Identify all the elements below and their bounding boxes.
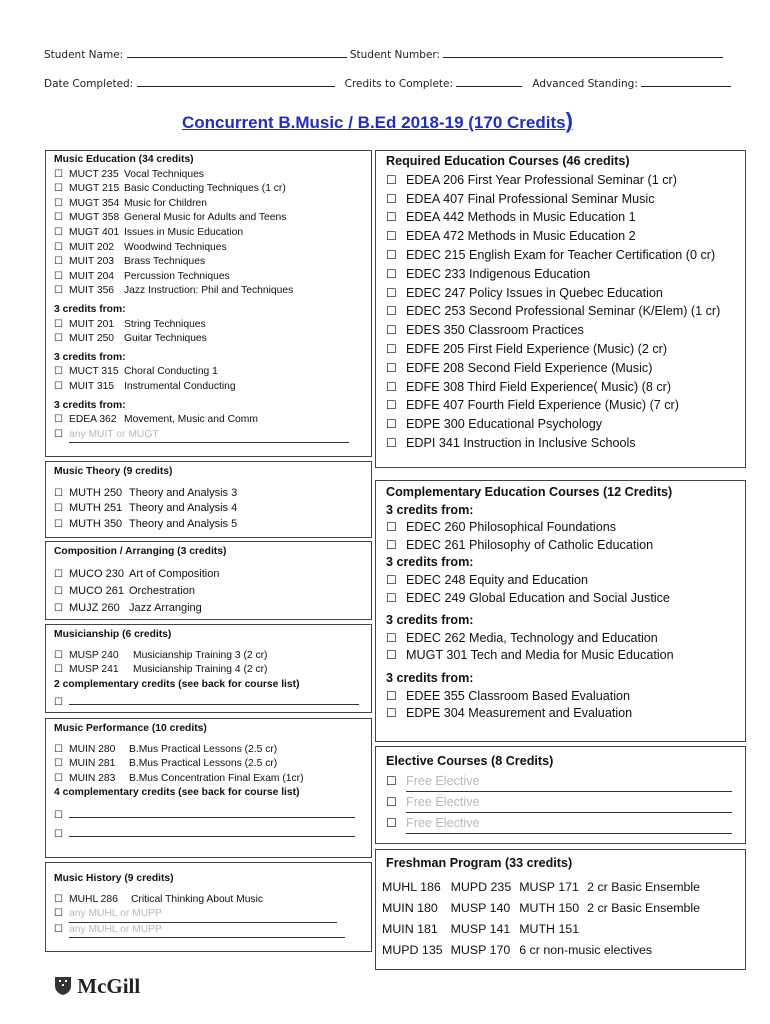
checkbox[interactable]: ☐ bbox=[54, 212, 63, 224]
checkbox[interactable]: ☐ bbox=[54, 414, 63, 426]
checkbox[interactable]: ☐ bbox=[54, 664, 63, 676]
student-number-field[interactable] bbox=[443, 47, 723, 58]
freshman-cell: MUIN 180 bbox=[382, 900, 438, 915]
checkbox[interactable]: ☐ bbox=[386, 229, 397, 244]
course-code: MUHL 286 bbox=[69, 893, 118, 905]
course-name: Movement, Music and Comm bbox=[124, 414, 258, 426]
course-row bbox=[386, 647, 674, 665]
complementary-input[interactable] bbox=[69, 692, 359, 705]
freshman-row bbox=[382, 897, 708, 918]
group-heading: 3 credits from: bbox=[386, 670, 474, 685]
section-heading: Musicianship (6 credits) bbox=[54, 629, 172, 640]
checkbox[interactable]: ☐ bbox=[386, 648, 397, 663]
page-title: Concurrent B.Music / B.Ed 2018-19 (170 Credits) bbox=[182, 108, 573, 133]
course-name: B.Mus Practical Lessons (2.5 cr) bbox=[129, 743, 278, 755]
history-list bbox=[54, 872, 345, 938]
course-label: EDEC 247 Policy Issues in Quebec Education bbox=[406, 285, 663, 300]
course-label: EDEC 248 Equity and Education bbox=[406, 572, 589, 587]
course-row bbox=[54, 226, 349, 241]
checkbox[interactable]: ☐ bbox=[386, 323, 397, 338]
course-name: Brass Techniques bbox=[124, 256, 206, 268]
checkbox[interactable]: ☐ bbox=[54, 285, 63, 297]
course-row bbox=[54, 197, 349, 212]
freshman-cell: 2 cr Basic Ensemble bbox=[587, 879, 701, 894]
course-label: EDEC 233 Indigenous Education bbox=[406, 266, 591, 281]
elective-input[interactable]: Free Elective bbox=[406, 771, 732, 792]
checkbox[interactable]: ☐ bbox=[386, 247, 397, 262]
course-row bbox=[54, 332, 349, 347]
course-name: Woodwind Techniques bbox=[124, 241, 227, 253]
checkbox[interactable]: ☐ bbox=[386, 520, 397, 535]
course-row bbox=[386, 340, 720, 359]
freshman-row bbox=[382, 939, 708, 960]
checkbox[interactable]: ☐ bbox=[386, 304, 397, 319]
course-code: MUIT 203 bbox=[69, 256, 115, 268]
header-row-1 bbox=[44, 47, 723, 61]
course-name: Art of Composition bbox=[129, 567, 220, 580]
course-row bbox=[386, 519, 674, 537]
course-row bbox=[386, 208, 720, 227]
course-code: MUIT 202 bbox=[69, 241, 115, 253]
course-row bbox=[386, 537, 674, 555]
course-code: MUSP 240 bbox=[69, 649, 119, 661]
course-row bbox=[386, 284, 720, 303]
course-row bbox=[54, 182, 349, 197]
course-row bbox=[54, 663, 359, 678]
course-row bbox=[54, 318, 349, 333]
course-row bbox=[386, 265, 720, 284]
course-row bbox=[54, 211, 349, 226]
complementary-note: 2 complementary credits (see back for course list) bbox=[54, 678, 300, 690]
checkbox[interactable]: ☐ bbox=[54, 256, 63, 268]
checkbox[interactable]: ☐ bbox=[386, 537, 397, 552]
course-label: EDPI 341 Instruction in Inclusive Schools bbox=[406, 435, 636, 450]
checkbox[interactable]: ☐ bbox=[54, 743, 63, 755]
course-name: Issues in Music Education bbox=[124, 226, 244, 238]
course-row bbox=[54, 600, 226, 617]
checkbox[interactable]: ☐ bbox=[386, 360, 397, 375]
checkbox[interactable]: ☐ bbox=[54, 487, 63, 499]
music-education-list bbox=[54, 153, 349, 443]
required-education-list bbox=[386, 152, 720, 453]
checkbox[interactable]: ☐ bbox=[54, 241, 63, 253]
elective-row bbox=[386, 813, 732, 834]
course-name: Choral Conducting 1 bbox=[124, 366, 218, 378]
checkbox[interactable]: ☐ bbox=[54, 226, 63, 238]
course-label: EDPE 300 Educational Psychology bbox=[406, 417, 603, 432]
course-row bbox=[54, 241, 349, 256]
credits-to-complete-field[interactable] bbox=[456, 76, 522, 87]
course-row bbox=[54, 757, 355, 772]
freshman-cell: MUSP 171 bbox=[519, 879, 579, 894]
course-name: General Music for Adults and Teens bbox=[124, 212, 287, 224]
elective-input[interactable]: any MUIT or MUGT bbox=[69, 428, 349, 444]
elective-input[interactable]: any MUHL or MUPP bbox=[69, 923, 345, 939]
course-row bbox=[386, 705, 674, 723]
checkbox[interactable]: ☐ bbox=[54, 893, 63, 905]
course-row bbox=[386, 688, 674, 706]
course-row bbox=[54, 380, 349, 395]
course-name: Musicianship Training 3 (2 cr) bbox=[133, 649, 268, 661]
course-name: Orchestration bbox=[129, 584, 196, 597]
advanced-standing-label: Advanced Standing: bbox=[532, 78, 638, 90]
checkbox[interactable]: ☐ bbox=[54, 518, 63, 530]
course-code: MUIT 201 bbox=[69, 318, 115, 330]
complementary-note: 4 complementary credits (see back for course list) bbox=[54, 787, 300, 799]
freshman-cell: 6 cr non-music electives bbox=[519, 942, 653, 957]
freshman-grid bbox=[382, 876, 708, 960]
group-heading: 3 credits from: bbox=[54, 399, 126, 411]
section-heading: Music Theory (9 credits) bbox=[54, 466, 173, 477]
course-row bbox=[386, 434, 720, 453]
checkbox[interactable]: ☐ bbox=[54, 568, 63, 580]
course-row bbox=[54, 270, 349, 285]
elective-input[interactable]: any MUHL or MUPP bbox=[69, 907, 337, 923]
course-label: EDFE 205 First Field Experience (Music) (2 cr) bbox=[406, 341, 668, 356]
checkbox[interactable]: ☐ bbox=[386, 774, 397, 788]
section-heading: Music History (9 credits) bbox=[54, 873, 174, 884]
section-heading: Music Performance (10 credits) bbox=[54, 723, 207, 734]
freshman-cell bbox=[587, 918, 708, 939]
date-completed-label: Date Completed: bbox=[44, 78, 134, 90]
checkbox[interactable]: ☐ bbox=[54, 318, 63, 330]
course-code: MUGT 401 bbox=[69, 226, 120, 238]
advanced-standing-field[interactable] bbox=[641, 76, 731, 87]
musicianship-list bbox=[54, 628, 359, 711]
course-label: EDEA 407 Final Professional Seminar Music bbox=[406, 191, 655, 206]
course-row bbox=[54, 743, 355, 758]
course-label: EDEA 206 First Year Professional Seminar (1 cr) bbox=[406, 172, 677, 187]
checkbox[interactable]: ☐ bbox=[386, 341, 397, 356]
course-name: Guitar Techniques bbox=[124, 333, 207, 345]
course-row bbox=[54, 284, 349, 299]
checkbox[interactable]: ☐ bbox=[386, 630, 397, 645]
course-name: Jazz Arranging bbox=[129, 601, 202, 614]
course-name: B.Mus Practical Lessons (2.5 cr) bbox=[129, 758, 278, 770]
course-code: MUTH 250 bbox=[69, 486, 123, 499]
course-row bbox=[54, 583, 226, 600]
course-label: EDPE 304 Measurement and Evaluation bbox=[406, 706, 633, 721]
course-row bbox=[54, 893, 345, 908]
course-code: MUIN 280 bbox=[69, 743, 116, 755]
freshman-cell: MUSP 170 bbox=[450, 942, 511, 957]
checkbox[interactable]: ☐ bbox=[54, 697, 63, 709]
checkbox[interactable]: ☐ bbox=[386, 688, 397, 703]
course-name: Theory and Analysis 4 bbox=[129, 502, 238, 515]
checkbox[interactable]: ☐ bbox=[386, 417, 397, 432]
course-code: MUTH 251 bbox=[69, 502, 123, 515]
checkbox[interactable]: ☐ bbox=[54, 503, 63, 515]
course-code: MUIT 250 bbox=[69, 333, 115, 345]
checkbox[interactable]: ☐ bbox=[54, 183, 63, 195]
freshman-cell: MUHL 186 bbox=[382, 879, 441, 894]
header-row-2 bbox=[44, 76, 731, 90]
course-code: MUIN 281 bbox=[69, 758, 116, 770]
course-row bbox=[54, 413, 349, 428]
course-row bbox=[386, 227, 720, 246]
course-code: MUIT 356 bbox=[69, 285, 115, 297]
course-label: EDEC 215 English Exam for Teacher Certification (0 cr) bbox=[406, 247, 716, 262]
complementary-input[interactable] bbox=[69, 805, 355, 818]
course-row bbox=[54, 517, 237, 533]
composition-list bbox=[54, 545, 226, 617]
course-row bbox=[386, 302, 720, 321]
course-label: EDEC 261 Philosophy of Catholic Education bbox=[406, 537, 654, 552]
course-row bbox=[54, 501, 237, 517]
group-heading: 3 credits from: bbox=[386, 613, 474, 628]
checkbox[interactable]: ☐ bbox=[54, 270, 63, 282]
course-label: EDES 350 Classroom Practices bbox=[406, 323, 584, 338]
course-code: MUIN 283 bbox=[69, 772, 116, 784]
course-row bbox=[386, 321, 720, 340]
checkbox[interactable]: ☐ bbox=[54, 168, 63, 180]
group-heading: 3 credits from: bbox=[386, 502, 474, 517]
course-row bbox=[54, 772, 355, 787]
elective-row bbox=[386, 771, 732, 792]
course-name: Basic Conducting Techniques (1 cr) bbox=[124, 183, 286, 195]
freshman-cell: MUTH 150 bbox=[519, 900, 580, 915]
course-row bbox=[386, 190, 720, 209]
group-heading: 3 credits from: bbox=[54, 351, 126, 363]
course-name: Music for Children bbox=[124, 197, 207, 209]
course-name: Musicianship Training 4 (2 cr) bbox=[133, 664, 268, 676]
course-code: MUTH 350 bbox=[69, 517, 123, 530]
freshman-cell: MUSP 140 bbox=[450, 900, 511, 915]
course-row bbox=[386, 572, 674, 590]
course-label: EDEC 253 Second Professional Seminar (K/Elem) (1 cr) bbox=[406, 304, 721, 319]
course-row bbox=[54, 365, 349, 380]
checkbox[interactable]: ☐ bbox=[54, 602, 63, 614]
course-label: EDFE 208 Second Field Experience (Music) bbox=[406, 360, 653, 375]
freshman-cell: MUIN 181 bbox=[382, 921, 438, 936]
course-code: EDEA 362 bbox=[69, 414, 117, 426]
freshman-row bbox=[382, 876, 708, 897]
course-code: MUGT 354 bbox=[69, 197, 120, 209]
course-row bbox=[386, 396, 720, 415]
course-code: MUCO 230 bbox=[69, 567, 125, 580]
checkbox[interactable]: ☐ bbox=[54, 428, 63, 440]
section-heading: Required Education Courses (46 credits) bbox=[386, 154, 630, 168]
course-name: Theory and Analysis 3 bbox=[129, 486, 238, 499]
checkbox[interactable]: ☐ bbox=[54, 366, 63, 378]
music-theory-list bbox=[54, 465, 237, 532]
checkbox[interactable]: ☐ bbox=[386, 572, 397, 587]
course-label: EDFE 407 Fourth Field Experience (Music) (7 cr) bbox=[406, 398, 679, 413]
course-row bbox=[386, 415, 720, 434]
course-row bbox=[54, 255, 349, 270]
checkbox[interactable]: ☐ bbox=[54, 197, 63, 209]
freshman-cell: MUSP 141 bbox=[450, 921, 511, 936]
section-heading: Music Education (34 credits) bbox=[54, 154, 194, 165]
freshman-cell: 2 cr Basic Ensemble bbox=[587, 900, 701, 915]
checkbox[interactable]: ☐ bbox=[386, 590, 397, 605]
course-name: Percussion Techniques bbox=[124, 270, 230, 282]
freshman-row bbox=[382, 918, 708, 939]
group-heading: 3 credits from: bbox=[54, 303, 126, 315]
course-label: EDEE 355 Classroom Based Evaluation bbox=[406, 688, 631, 703]
course-row bbox=[386, 378, 720, 397]
course-name: B.Mus Concentration Final Exam (1cr) bbox=[129, 772, 304, 784]
elective-input[interactable]: Free Elective bbox=[406, 792, 732, 813]
course-label: EDEC 260 Philosophical Foundations bbox=[406, 520, 617, 535]
course-row bbox=[386, 359, 720, 378]
section-heading: Composition / Arranging (3 credits) bbox=[54, 546, 227, 557]
course-code: MUGT 358 bbox=[69, 212, 120, 224]
student-name-label: Student Name: bbox=[44, 49, 124, 61]
course-label: EDEA 472 Methods in Music Education 2 bbox=[406, 229, 636, 244]
elective-row bbox=[386, 792, 732, 813]
freshman-cell: MUTH 151 bbox=[519, 921, 580, 936]
course-row bbox=[386, 171, 720, 190]
course-code: MUSP 241 bbox=[69, 664, 119, 676]
course-row bbox=[386, 246, 720, 265]
checkbox[interactable]: ☐ bbox=[386, 398, 397, 413]
course-row bbox=[54, 566, 226, 583]
course-row bbox=[386, 630, 674, 648]
student-number-label: Student Number: bbox=[349, 49, 441, 61]
credits-to-complete-label: Credits to Complete: bbox=[344, 78, 454, 90]
performance-list bbox=[54, 722, 355, 843]
course-name: Vocal Techniques bbox=[124, 168, 204, 180]
course-code: MUJZ 260 bbox=[69, 601, 120, 614]
course-name: Critical Thinking About Music bbox=[131, 893, 264, 905]
checkbox[interactable]: ☐ bbox=[54, 333, 63, 345]
date-completed-field[interactable] bbox=[137, 76, 335, 87]
course-row bbox=[386, 590, 674, 608]
checkbox[interactable]: ☐ bbox=[54, 828, 63, 840]
checkbox[interactable]: ☐ bbox=[54, 649, 63, 661]
course-code: MUIT 315 bbox=[69, 380, 115, 392]
course-row bbox=[54, 649, 359, 664]
checkbox[interactable]: ☐ bbox=[54, 809, 63, 821]
course-label: EDEA 442 Methods in Music Education 1 bbox=[406, 210, 636, 225]
course-name: Instrumental Conducting bbox=[124, 380, 236, 392]
checkbox[interactable]: ☐ bbox=[54, 380, 63, 392]
course-code: MUCT 235 bbox=[69, 168, 119, 180]
course-code: MUCT 315 bbox=[69, 366, 119, 378]
course-row bbox=[54, 168, 349, 183]
checkbox[interactable]: ☐ bbox=[386, 191, 397, 206]
checkbox[interactable]: ☐ bbox=[54, 758, 63, 770]
checkbox[interactable]: ☐ bbox=[54, 585, 63, 597]
freshman-cell: MUPD 135 bbox=[382, 942, 443, 957]
group-heading: 3 credits from: bbox=[386, 555, 474, 570]
checkbox[interactable]: ☐ bbox=[386, 172, 397, 187]
course-code: MUCO 261 bbox=[69, 584, 125, 597]
course-label: EDFE 308 Third Field Experience( Music) (8 cr) bbox=[406, 379, 672, 394]
checkbox[interactable]: ☐ bbox=[54, 772, 63, 784]
course-label: MUGT 301 Tech and Media for Music Education bbox=[406, 648, 674, 663]
course-name: Jazz Instruction: Phil and Techniques bbox=[124, 285, 294, 297]
elective-input[interactable]: Free Elective bbox=[406, 813, 732, 834]
checkbox[interactable]: ☐ bbox=[386, 795, 397, 809]
checkbox[interactable]: ☐ bbox=[386, 285, 397, 300]
freshman-cell: MUPD 235 bbox=[450, 879, 512, 894]
checkbox[interactable]: ☐ bbox=[386, 379, 397, 394]
course-label: EDEC 262 Media, Technology and Education bbox=[406, 630, 658, 645]
section-heading: Complementary Education Courses (12 Credits) bbox=[386, 485, 673, 499]
checkbox[interactable]: ☐ bbox=[386, 816, 397, 830]
freshman-heading-wrap bbox=[386, 854, 572, 873]
mcgill-logo: McGill bbox=[54, 974, 140, 999]
electives-list bbox=[386, 751, 732, 834]
checkbox[interactable]: ☐ bbox=[54, 908, 63, 920]
course-code: MUGT 215 bbox=[69, 183, 120, 195]
complementary-education-list bbox=[386, 484, 674, 723]
crest-icon bbox=[54, 976, 72, 996]
section-heading: Elective Courses (8 Credits) bbox=[386, 754, 554, 768]
checkbox[interactable]: ☐ bbox=[386, 210, 397, 225]
course-name: String Techniques bbox=[124, 318, 206, 330]
complementary-input[interactable] bbox=[69, 824, 355, 837]
checkbox[interactable]: ☐ bbox=[386, 266, 397, 281]
checkbox[interactable]: ☐ bbox=[386, 706, 397, 721]
course-code: MUIT 204 bbox=[69, 270, 115, 282]
checkbox[interactable]: ☐ bbox=[386, 435, 397, 450]
course-label: EDEC 249 Global Education and Social Justice bbox=[406, 590, 670, 605]
section-heading: Freshman Program (33 credits) bbox=[386, 856, 573, 870]
course-row bbox=[54, 486, 237, 502]
student-name-field[interactable] bbox=[127, 47, 347, 58]
course-name: Theory and Analysis 5 bbox=[129, 517, 238, 530]
checkbox[interactable]: ☐ bbox=[54, 923, 63, 935]
